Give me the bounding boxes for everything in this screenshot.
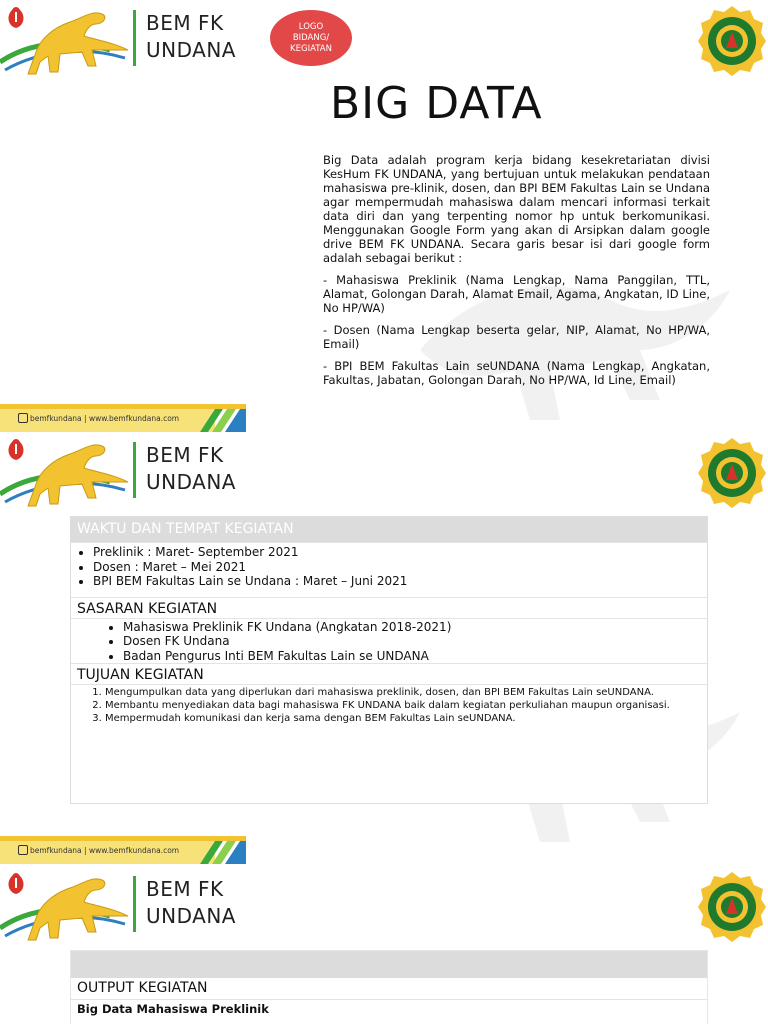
sasaran-section — [71, 597, 707, 664]
brand-line-2: UNDANA — [146, 38, 236, 62]
footer-bar — [0, 836, 246, 864]
output-line-1: Big Data Mahasiswa Preklinik — [71, 999, 707, 1016]
list-item: • Mahasiswa Preklinik FK Undana (Angkatan 2018-2021) — [123, 620, 707, 635]
page-title: BIG DATA — [330, 78, 543, 129]
list-item: 1. Mengumpulkan data yang diperlukan dari mahasiswa preklinik, dosen, dan BPI BEM Fakultas Lain seUNDANA. — [105, 686, 707, 699]
description-item-mahasiswa: - Mahasiswa Preklinik (Nama Lengkap, Nama Panggilan, TTL, Alamat, Golongan Darah, Alamat Email, Agama, Angkatan, ID Line, No HP/WA) — [323, 273, 710, 315]
logo-placeholder-line-1: LOGO — [298, 21, 324, 32]
waktu-header: WAKTU DAN TEMPAT KEGIATAN — [71, 517, 707, 542]
list-item: • BPI BEM Fakultas Lain se Undana : Maret – Juni 2021 — [93, 574, 707, 589]
activity-table — [70, 516, 708, 804]
description-item-bpi: - BPI BEM Fakultas Lain seUNDANA (Nama Lengkap, Angkatan, Fakultas, Jabatan, Golongan Darah, No HP/WA, Id Line, Email) — [323, 359, 710, 387]
waktu-list — [71, 542, 707, 597]
tujuan-list — [71, 684, 707, 725]
brand-line-2: UNDANA — [146, 904, 236, 928]
sasaran-list — [71, 618, 707, 664]
brand-divider — [133, 10, 136, 66]
slide-1 — [0, 0, 768, 432]
slide-2 — [0, 432, 768, 866]
list-item: 2. Membantu menyediakan data bagi mahasiswa FK UNDANA baik dalam kegiatan perkuliahan maupun organisasi. — [105, 699, 707, 712]
bem-logo — [0, 0, 250, 80]
logo-placeholder-line-3: KEGIATAN — [290, 43, 332, 54]
list-item: • Dosen : Maret – Mei 2021 — [93, 560, 707, 575]
bem-logo — [0, 866, 250, 946]
output-table — [70, 950, 708, 1024]
instagram-icon — [18, 413, 28, 423]
sasaran-header: SASARAN KEGIATAN — [77, 600, 218, 617]
slide-3 — [0, 866, 768, 1024]
university-seal-icon — [696, 4, 768, 78]
komodo-logo-icon — [0, 432, 135, 512]
list-item: 3. Mempermudah komunikasi dan kerja sama dengan BEM Fakultas Lain seUNDANA. — [105, 712, 707, 725]
tujuan-header: TUJUAN KEGIATAN — [77, 667, 204, 683]
list-item: • Preklinik : Maret- September 2021 — [93, 545, 707, 560]
komodo-logo-icon — [0, 866, 135, 946]
brand-line-1: BEM FK — [146, 11, 224, 35]
bem-logo — [0, 432, 250, 512]
logo-placeholder-line-2: BIDANG/ — [292, 32, 330, 43]
output-header: OUTPUT KEGIATAN — [77, 980, 208, 996]
university-seal-icon — [696, 436, 768, 510]
logo-placeholder — [270, 10, 352, 66]
description — [323, 153, 710, 395]
tujuan-section — [71, 663, 707, 725]
brand-line-1: BEM FK — [146, 877, 224, 901]
instagram-icon — [18, 845, 28, 855]
footer-bar — [0, 404, 246, 432]
description-item-dosen: - Dosen (Nama Lengkap beserta gelar, NIP, Alamat, No HP/WA, Email) — [323, 323, 710, 351]
output-grey-band — [71, 951, 707, 978]
footer-text: bemfkundana | www.bemfkundana.com — [30, 414, 180, 423]
brand-divider — [133, 876, 136, 932]
description-paragraph: Big Data adalah program kerja bidang kesekretariatan divisi KesHum FK UNDANA, yang bertujuan untuk melakukan pendataan mahasiswa pre-klinik, dosen, dan BPI BEM Fakultas Lain se Undana agar mempermudah mahasiswa dalam mencari informasi terkait data diri dan yang terpenting nomor hp untuk berkomunikasi. Menggunakan Google Form yang akan di Arsipkan dalam google drive BEM FK UNDANA. Secara garis besar isi dari google form adalah sebagai berikut : — [323, 153, 710, 265]
university-seal-icon — [696, 870, 768, 944]
brand-line-2: UNDANA — [146, 470, 236, 494]
komodo-logo-icon — [0, 0, 135, 80]
footer-text: bemfkundana | www.bemfkundana.com — [30, 846, 180, 855]
list-item: • Dosen FK Undana — [123, 634, 707, 649]
brand-divider — [133, 442, 136, 498]
brand-line-1: BEM FK — [146, 443, 224, 467]
list-item: • Badan Pengurus Inti BEM Fakultas Lain se UNDANA — [123, 649, 707, 664]
